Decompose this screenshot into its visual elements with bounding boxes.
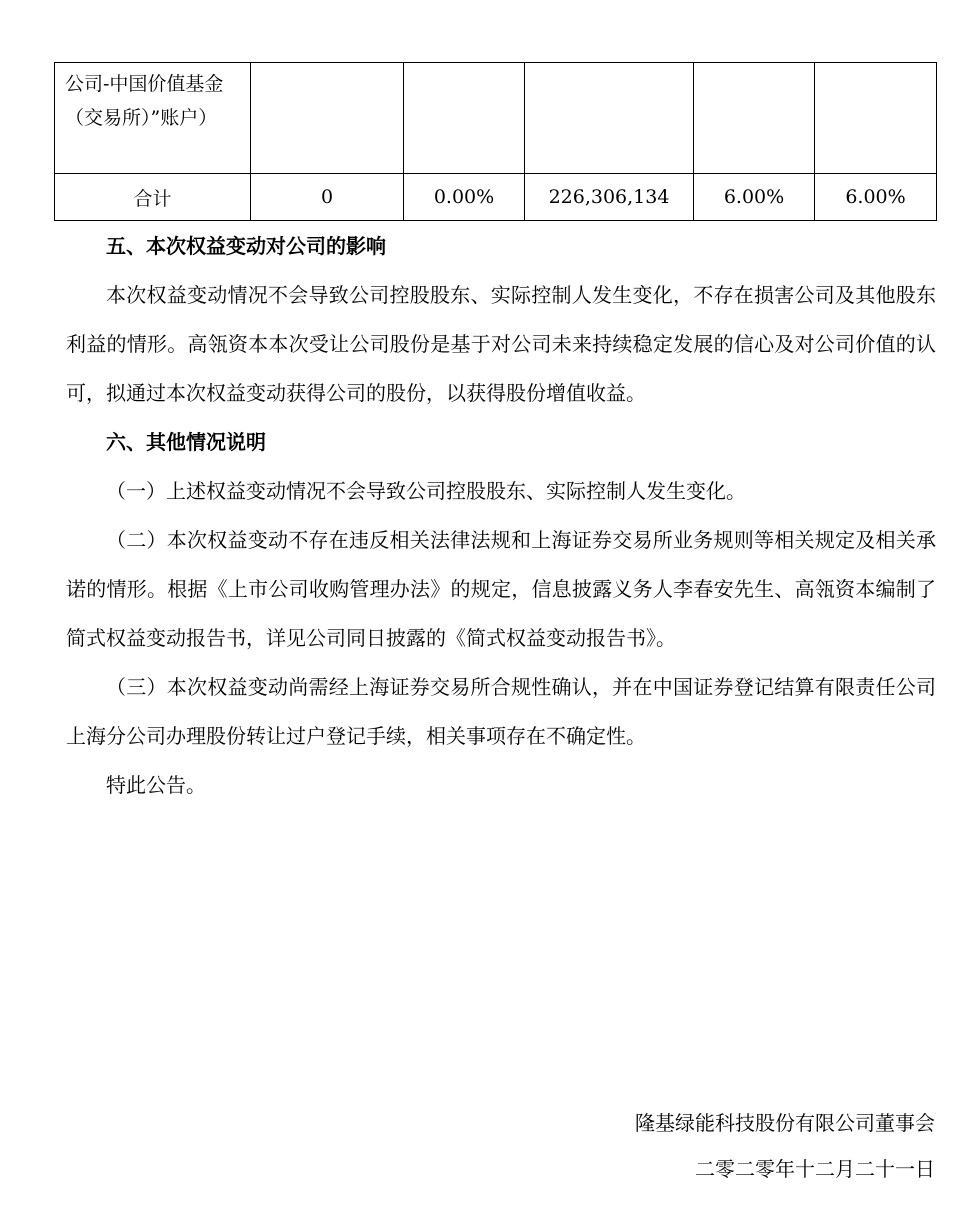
paragraph: （一）上述权益变动情况不会导致公司控股股东、实际控制人发生变化。 xyxy=(106,479,746,503)
table-cell-holder-name: 公司-中国价值基金（交易所）”账户） xyxy=(55,63,251,174)
table-cell-total-label: 合计 xyxy=(55,174,251,221)
table-cell xyxy=(815,63,937,174)
paragraph: （二）本次权益变动不存在违反相关法律法规和上海证券交易所业务规则等相关规定及相关承诺的情形。根据《上市公司收购管理办法》的规定，信息披露义务人李春安先生、高瓴资本编制了简式权益变动报告书，详见公司同日披露的《简式权益变动报告书》。 xyxy=(66,528,936,650)
table-row-total xyxy=(55,174,937,221)
table-cell: 226,306,134 xyxy=(525,174,694,221)
signature-date: 二零二零年十二月二十一日 xyxy=(695,1157,935,1181)
table-cell: 0 xyxy=(251,174,404,221)
table-row xyxy=(55,63,937,174)
closing-remark: 特此公告。 xyxy=(106,773,206,797)
signature-company: 隆基绿能科技股份有限公司董事会 xyxy=(635,1111,935,1135)
table-cell: 6.00% xyxy=(815,174,937,221)
table-cell: 0.00% xyxy=(404,174,525,221)
signature-block xyxy=(635,1100,935,1192)
table-cell xyxy=(694,63,815,174)
paragraph: 本次权益变动情况不会导致公司控股股东、实际控制人发生变化，不存在损害公司及其他股东利益的情形。高瓴资本本次受让公司股份是基于对公司未来持续稳定发展的信心及对公司价值的认可，拟通过本次权益变动获得公司的股份，以获得股份增值收益。 xyxy=(66,283,936,405)
table-cell xyxy=(525,63,694,174)
table-cell: 6.00% xyxy=(694,174,815,221)
section-heading-6: 六、其他情况说明 xyxy=(106,430,266,454)
document-body xyxy=(66,222,936,810)
table-cell xyxy=(251,63,404,174)
shareholding-table xyxy=(54,62,937,221)
paragraph: （三）本次权益变动尚需经上海证券交易所合规性确认，并在中国证券登记结算有限责任公司上海分公司办理股份转让过户登记手续，相关事项存在不确定性。 xyxy=(66,675,936,748)
section-heading-5: 五、本次权益变动对公司的影响 xyxy=(106,234,386,258)
table-cell xyxy=(404,63,525,174)
